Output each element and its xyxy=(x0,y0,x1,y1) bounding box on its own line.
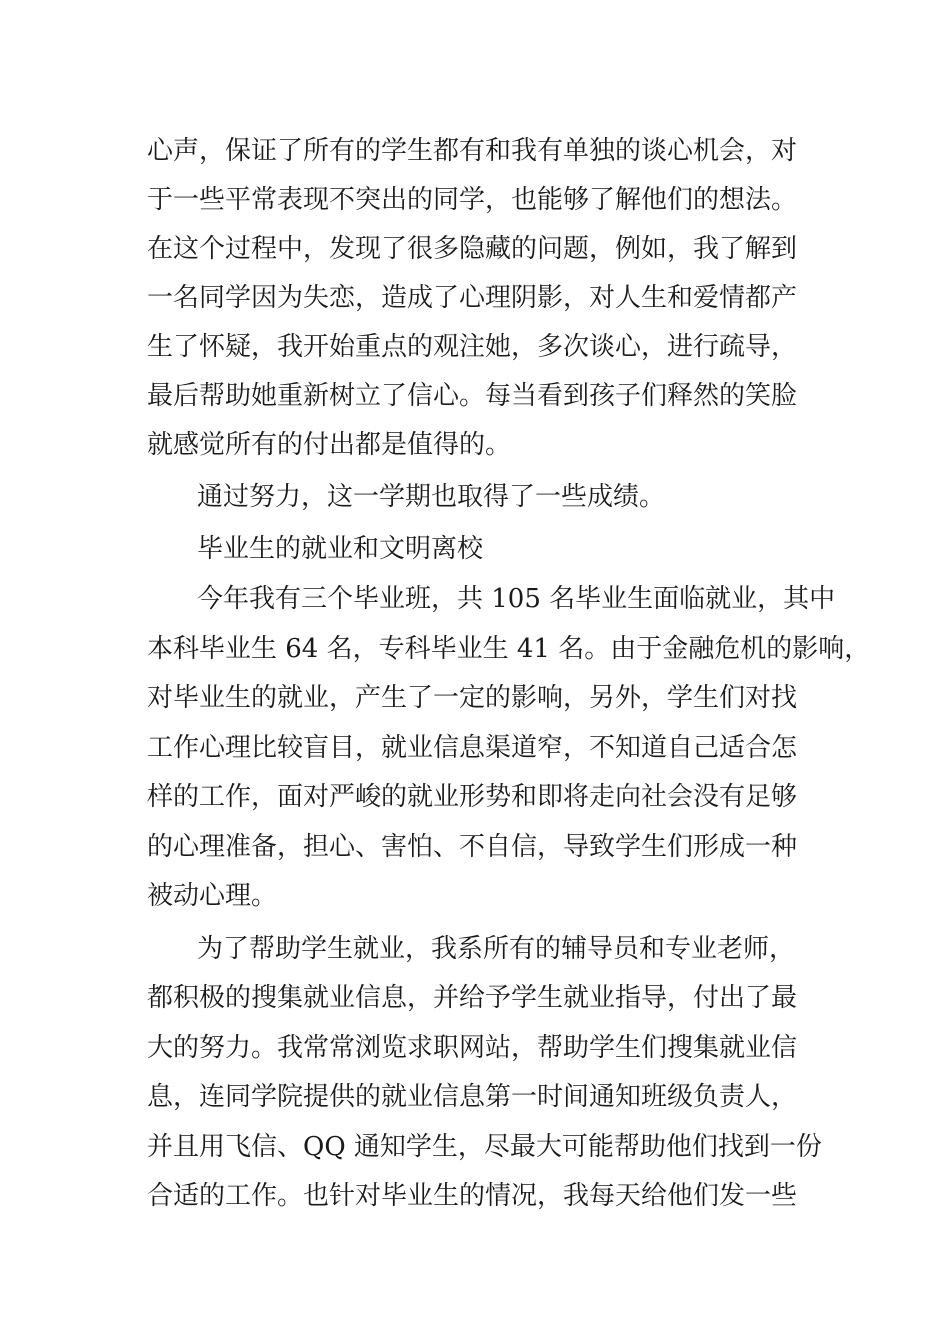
section-heading: 毕业生的就业和文明离校 xyxy=(197,534,484,564)
paragraph-line: 生了怀疑，我开始重点的观注她，多次谈心，进行疏导， xyxy=(147,332,798,362)
paragraph-line: 在这个过程中，发现了很多隐藏的问题，例如，我了解到 xyxy=(147,234,798,264)
paragraph-line: 今年我有三个毕业班，共 105 名毕业生面临就业，其中 xyxy=(197,584,836,614)
paragraph-line: 最后帮助她重新树立了信心。每当看到孩子们释然的笑脸 xyxy=(147,381,798,411)
paragraph-line: 的心理准备，担心、害怕、不自信，导致学生们形成一种 xyxy=(147,832,798,862)
paragraph-line: 心声，保证了所有的学生都有和我有单独的谈心机会，对 xyxy=(147,136,798,166)
paragraph-line: 本科毕业生 64 名，专科毕业生 41 名。由于金融危机的影响， xyxy=(147,634,871,664)
paragraph-line: 为了帮助学生就业，我系所有的辅导员和专业老师， xyxy=(197,934,796,964)
paragraph-line: 对毕业生的就业，产生了一定的影响，另外，学生们对找 xyxy=(147,683,798,713)
paragraph-line: 合适的工作。也针对毕业生的情况，我每天给他们发一些 xyxy=(147,1181,798,1211)
paragraph-line: 于一些平常表现不突出的同学，也能够了解他们的想法。 xyxy=(147,185,798,215)
paragraph-line: 就感觉所有的付出都是值得的。 xyxy=(147,430,512,460)
paragraph-line: 息，连同学院提供的就业信息第一时间通知班级负责人， xyxy=(147,1082,798,1112)
paragraph-line: 工作心理比较盲目，就业信息渠道窄，不知道自己适合怎 xyxy=(147,733,798,763)
paragraph-line: 样的工作，面对严峻的就业形势和即将走向社会没有足够 xyxy=(147,782,798,812)
paragraph-line: 被动心理。 xyxy=(147,881,278,911)
paragraph-line: 都积极的搜集就业信息，并给予学生就业指导，付出了最 xyxy=(147,983,798,1013)
paragraph-line: 一名同学因为失恋，造成了心理阴影，对人生和爱情都产 xyxy=(147,283,798,313)
paragraph-line: 并且用飞信、QQ 通知学生，尽最大可能帮助他们找到一份 xyxy=(147,1132,822,1162)
paragraph-line: 通过努力，这一学期也取得了一些成绩。 xyxy=(197,482,666,512)
paragraph-line: 大的努力。我常常浏览求职网站，帮助学生们搜集就业信 xyxy=(147,1033,798,1063)
